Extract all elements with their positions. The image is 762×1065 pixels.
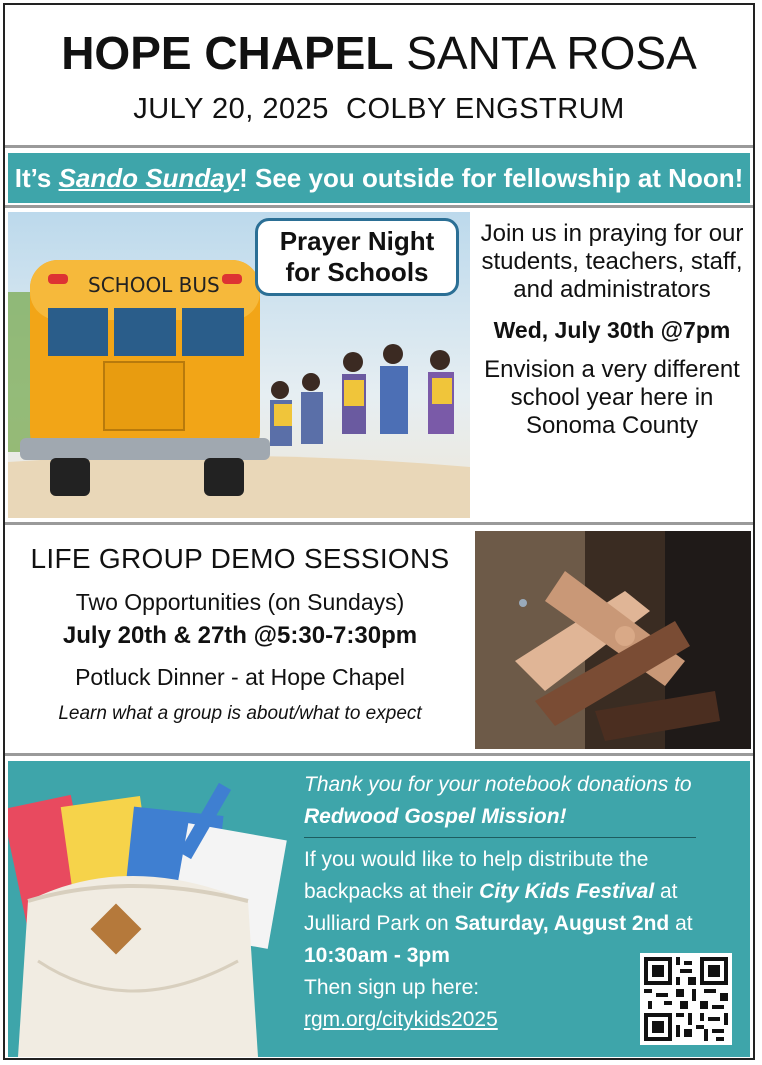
- life-group-learn: Learn what a group is about/what to expect: [58, 703, 422, 724]
- festival-name: City Kids Festival: [479, 880, 655, 903]
- prayer-date-time: Wed, July 30th @7pm: [493, 317, 731, 343]
- banner-suffix: ! See you outside for fellowship at Noon!: [239, 163, 744, 193]
- prayer-night-section: [5, 210, 753, 522]
- help-part2: at Julliard Park on: [304, 880, 678, 935]
- signup-text: Then sign up here:: [304, 976, 480, 999]
- sando-sunday-banner: [8, 153, 750, 203]
- banner-highlight: Sando Sunday: [58, 163, 240, 193]
- speaker-text: COLBY ENGSTRUM: [346, 93, 625, 125]
- thanks-text: [304, 769, 744, 833]
- page-title: [5, 27, 753, 79]
- signup-link[interactable]: rgm.org/citykids2025: [304, 1008, 498, 1031]
- divider: [5, 145, 753, 148]
- prayer-invite-text: Join us in praying for our students, teachers, staff, and administrators: [480, 220, 744, 303]
- life-group-dates: July 20th & 27th @5:30-7:30pm: [62, 622, 418, 649]
- life-group-potluck: Potluck Dinner - at Hope Chapel: [75, 664, 405, 690]
- page-subtitle: [5, 93, 753, 126]
- thanks-mission: Redwood Gospel Mission!: [304, 805, 567, 828]
- joined-hands-photo: [475, 531, 751, 749]
- backpack-illustration: [8, 761, 298, 1057]
- backpack-section: [8, 761, 750, 1057]
- date-text: JULY 20, 2025: [133, 93, 329, 125]
- festival-date: Saturday, August 2nd: [454, 912, 670, 935]
- prayer-box-line1: Prayer Night: [279, 226, 435, 256]
- thanks-prefix: Thank you for your notebook donations to: [304, 773, 692, 796]
- life-group-details: [9, 527, 471, 725]
- divider: [5, 753, 753, 756]
- header: [5, 5, 753, 145]
- divider: [5, 205, 753, 208]
- festival-time: 10:30am - 3pm: [304, 944, 450, 967]
- title-bold: HOPE CHAPEL: [61, 27, 394, 79]
- prayer-envision-text: Envision a very different school year here in Sonoma County: [484, 356, 740, 439]
- prayer-night-title-box: [255, 218, 459, 296]
- title-rest: SANTA ROSA: [393, 27, 697, 79]
- bulletin-page: [3, 3, 755, 1060]
- qr-code[interactable]: [640, 953, 732, 1045]
- help-part1: If you would like to help distribute the backpacks at their: [304, 848, 649, 903]
- life-group-title: LIFE GROUP DEMO SESSIONS: [30, 543, 450, 574]
- prayer-box-line2: for Schools: [285, 257, 429, 287]
- banner-prefix: It’s: [14, 163, 59, 193]
- bus-sign-text: SCHOOL BUS: [88, 273, 220, 297]
- life-group-section: [5, 527, 753, 752]
- life-group-subtitle: Two Opportunities (on Sundays): [75, 589, 405, 615]
- prayer-details: [471, 220, 753, 440]
- divider: [5, 522, 753, 525]
- divider: [304, 837, 696, 838]
- help-part3: at: [669, 912, 693, 935]
